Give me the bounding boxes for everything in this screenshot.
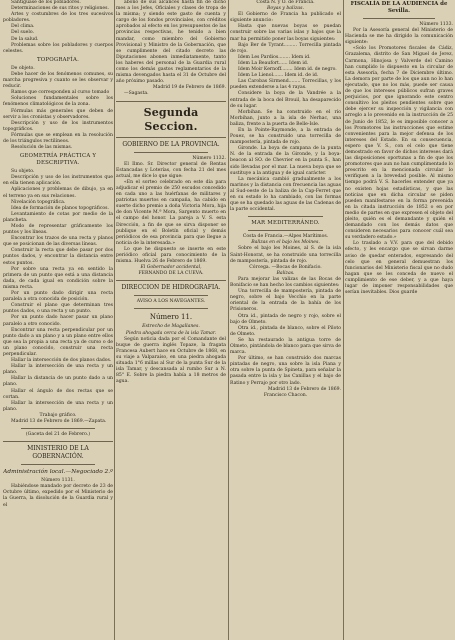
- date-signature: Madrid 13 de Febrero de 1869.—Zapata.: [11, 419, 107, 424]
- text-line: Debe hacer de los fenómenos comunes, su marcha progresiva y cuanto se les observar y reducir.: [3, 71, 113, 90]
- paragraph: Para mejorar las valizas de las Bocas de Bonifacio se han hecho los cambios siguientes:: [230, 276, 341, 289]
- column-divider: [114, 0, 115, 640]
- text-line: Hallar el ángulo de dos rectas que se cortan.: [3, 388, 113, 400]
- ministerio-heading: MINISTERIO DE LA GOBERNACIÓN.: [27, 445, 89, 461]
- text-line: Hallar la intersección de una recta y un plano.: [3, 364, 113, 376]
- text-line: Aplicaciones y problemas de dibujo, ya en el terreno ya en sus relaciones.: [3, 187, 113, 199]
- gobierno-heading: GOBIERNO DE LA PROVINCIA.: [122, 140, 220, 148]
- costa-heading: Costa N. y O. de Francia.: [256, 0, 315, 5]
- paragraph: Morbihan. Se ha construido en el río Morbihan, junto a la isla de Nerhac, una baliza, frente a la puerta de Belle-Isle.: [230, 109, 341, 127]
- numero-heading: Número 11.: [149, 313, 193, 322]
- paragraph: Hasta que nuevas boyas se puedan construir sobre las varias islas y bajos que la mar ha permitido poner las boyas siguientes:: [230, 24, 341, 42]
- paragraph: Lo que he dispuesto se inserte en este periódico oficial para conocimiento de la misma. Huelva 26 de Febrero de 1869.: [116, 246, 226, 265]
- paragraph: Lo traslado a V.V. para que del debido efecto, y les encargo que se sirvan darme aviso de quedar enterados, expresando del celo que en general demuestran los funcionarios del Ministerio fiscal que no dudo hagan que se les conceda de nuevo el cumplimiento de ese deber, y a que haya lugar de imponer responsabilidades que serían inevitables. Dios guarde: [345, 241, 453, 296]
- text-line: Del suelo.: [11, 30, 34, 36]
- text-line: Hallar la intersección de dos planos dados.: [11, 358, 112, 364]
- estrecho-heading: Estrecho de Magallanes.: [142, 324, 200, 330]
- text-line: Fórmulas que se emplean en la resolución de los triángulos rectilíneos.: [3, 132, 113, 144]
- text-line: Por sobre una recta ya en sentido la primera de un punto que está a una distancia dada, de cada igual en condición sobre la misma recta.: [3, 266, 113, 290]
- text-line: Santiguase de los pobladores.: [11, 0, 81, 5]
- signature-title: El Gobernador accidental,: [140, 265, 202, 271]
- text-line: Soluciones fundamentales sobre los fenómenos climatológicos de la zona.: [3, 96, 113, 108]
- paragraph: Por la Asesoría general del Ministerio de Hacienda se me ha dirigido la comunicación siguiente:: [345, 28, 453, 46]
- text-line: Problemas sobre los pobladores y cuerpos celestes.: [3, 42, 113, 54]
- column-divider: [343, 0, 344, 640]
- text-line: Fórmulas más generales que deben de servir a los cronistas y observadores.: [3, 108, 113, 120]
- date-line: Madrid 13 de Febrero de 1869.: [267, 386, 341, 392]
- section-rule: [248, 216, 323, 217]
- section-rule: [21, 464, 95, 465]
- paragraph: La mecánica cambió gradualmente a los marinos y la distancia con frecuencia las aguas al Sud-oeste de la baliza de la Cap-Ferret que en su estado lo ha cambiado, con las formas que se ha quedado las aguas de las Cadenas de la parte occidental.: [230, 176, 341, 213]
- section-rule: [116, 280, 226, 281]
- admin-heading: Administración local.—Negociado 2.º: [3, 469, 113, 476]
- list-item: Las Carobas Sirmend........ Torrecillas, y los pueden extenderse a las 4 rayas.: [230, 79, 341, 91]
- text-line: Su objeto.: [11, 169, 35, 175]
- paragraph: Otra id., pintada de negro y rojo, sobre el bajo de Olmeto.: [230, 313, 341, 325]
- text-line: Descripción y uso de los instrumentos que en ella tienen aplicación.: [3, 175, 113, 187]
- text-line: Levantamiento de cotas por medio de la plancheta.: [3, 211, 113, 223]
- paragraph: Según noticia dada por el Comandante del buque de guerra inglés Topaze, la fragata Francesa Aubert hace en Octubre de 1868, en su viaje a Valparaíso, en una piedra ahogada situada 1°6 millas al Sur de la punta Sur de la isla Tamar, y descansada al rumbo Sur a N. 85° E. Sobre la piedra había a 18 metros de agua.: [116, 336, 226, 385]
- topografia-heading: TOPOGRAFÍA.: [37, 56, 79, 63]
- column-3: [230, 0, 341, 640]
- column-2: [116, 0, 226, 640]
- paragraph: abono de sus alcances hasta fin de dicho mes a los Jefes, Oficiales y clases de tropa de la misma; y siendo este gasto de cuenta y cargo de los fondos provinciales, con créditos aprobados al efecto en los presupuestos de las provincias respectivas, he tenido a bien mandar, como miembro del Gobierno Provisional y Ministro de la Gobernación, que se cumplimente del citado decreto las Diputaciones abonen inmediatamente, tanto los haberes del personal de la Guardia rural como los demás gastos reglamentarios de la misma devengados hasta el 31 de Octubre del año próximo pasado.: [116, 0, 226, 85]
- paragraph: El Gobierno de Francia ha publicado el siguiente anuncio:: [230, 12, 341, 24]
- list-item: Idem Les Pardios........ Idem id.: [238, 54, 311, 60]
- paragraph: «Solo los Promotores fiscales de Cádiz, Grazalema, distrito de San Miguel de Jerez, Carmona, Hinojosa y Valverde del Camino han cumplido lo dispuesto en la circular de esta Asesoría, fecha 7 de Diciembre último. La demora por parte de los que aun no lo han ejecutado, que no los más, puede ser causa de que los intereses públicos sufran graves perjuicios, por que ignorando este centro consultivo los pleitos pendientes sobre que debe ejercer su inspección y vigilancia con arreglo a lo prevenido en la instrucción de 25 de Junio de 1852, le es imposible conocer a los Promotores las instrucciones que estime convenientes para la mejor defensa de los intereses del Estado. En su consecuencia, espero que V. S., con el celo que tiene demostrado en favor de dichos intereses dará las disposiciones oportunas a fin de que los promotores que aun no han cumplimentado lo prescrito en la mencionada circular lo verifiquen a la brevedad posible. Al mismo tiempo podrá V. S. hacerles entender que ya no existen hojas estadísticas, y que las noticias que en dicha circular se piden pueden manifestarse en la forma prevenida en la citada instrucción de 1852 o en por medio de partes en que expresen el objeto del pleito, quién es el demandante y quién el demandado con los demás datos que consideren necesarios para conocer cuál sea su verdadero estado.»: [345, 46, 453, 241]
- text-line: Por un punto dado dirigir una recta paralela a otra conocida de posición.: [3, 291, 113, 303]
- numero-label: Número 1132.: [192, 155, 226, 161]
- c1-top-lines: [3, 0, 113, 55]
- column-1: [3, 0, 113, 640]
- signature: —Sagasta.: [124, 91, 149, 97]
- text-line: Ramos que corresponden al curso tomado: [11, 90, 110, 96]
- boyas-list: [230, 43, 341, 92]
- paragraph: Otra id., pintada de blanco, sobre el Piloto de Olmeto.: [230, 325, 341, 337]
- paragraph: Una torrecilla de mampostería, pintada de negro, sobre el bajo Vecchio en la parte oriental de la entrada de la bahía de los Prisioneros.: [230, 289, 341, 313]
- text-line: Artes y costumbres de los tres sucesivos pobladores.: [3, 12, 113, 24]
- balizas-lles-heading: Balizas en el bajo les Moines.: [251, 240, 320, 246]
- text-line: De objeto.: [11, 65, 35, 71]
- list-item: Idem La Beaufort...... Idem id.: [238, 60, 309, 66]
- numero-label: Número 1133.: [419, 22, 453, 27]
- balizas-heading: Balizas.: [276, 270, 295, 276]
- text-line: Encontrar los trazos de una recta y planos que se posicionan de las diversas líneas.: [3, 236, 113, 248]
- column-divider: [228, 0, 229, 640]
- paragraph: Habiéndose mandado por decreto de 23 de Octubre último, expedido por el Ministerio de la Guerra, la disolución de la Guardia rural y el: [3, 484, 113, 508]
- c1-geo-lines: [3, 169, 113, 413]
- text-line: Construir el plano que determinan tres puntos dados, o una recta y un punto.: [3, 303, 113, 315]
- text-line: Del clima.: [11, 24, 35, 30]
- fiscalia-heading: FISCALÍA DE LA AUDIENCIA de Sevilla.: [350, 1, 448, 14]
- column-4: [345, 0, 453, 640]
- text-line: Nivelación topográfica.: [11, 199, 66, 205]
- trabajo-line: Trabajo gráfico.: [39, 412, 77, 418]
- text-line: Determinaciones de sus ritos y religiones.: [11, 6, 109, 12]
- text-line: Construir la recta que debe pasar por dos puntos dados, y encontrar la distancia entre estos puntos.: [3, 248, 113, 266]
- paragraph: Considere la boya de la Vandrée a la entrada de la boca del Brouil, ha desaparecido de su lugar.: [230, 91, 341, 109]
- section-rule: [134, 295, 208, 296]
- gaceta-ref: (Gaceta del 21 de Febrero.): [25, 432, 91, 438]
- text-line: Hallar la distancia de un punto dado a un plano.: [3, 376, 113, 388]
- piedra-heading: Piedra ahogada cerca de la isla Tamar.: [125, 330, 217, 336]
- date-line: Madrid 19 de Febrero de 1869.: [152, 85, 226, 91]
- section-rule: [248, 230, 323, 231]
- mar-heading: MAR MEDITERRÁNEO.: [251, 220, 320, 227]
- list-item: Idem Le Lienol....... Idem id. de id.: [238, 73, 319, 79]
- text-line: De la salud.: [11, 36, 39, 42]
- geometria-heading: GEOMETRÍA PRÁCTICA Y DESCRIPTIVA.: [19, 153, 97, 167]
- segunda-seccion-heading: Segunda Seccion.: [143, 105, 199, 133]
- paragraph: Gironde. La boya de campana de la punta N. de la entrada de la Gironde, y la boya-beacon al SO. de Chevrier en la punta S., han sido llevadas por el mar. La nueva boya que se sustituye a la antigua y de igual carácter.: [230, 146, 341, 176]
- signature-name: FERNANDO DE LA CUEVA.: [138, 271, 204, 277]
- list-item: Bajo Ber de Tyrant......... Torrecilla pintada de rojo.: [230, 42, 341, 54]
- section-rule: [116, 137, 226, 138]
- costa-francia-heading: Costa de Francia.—Alpes Marítimos.: [242, 234, 329, 240]
- section-rule: [134, 308, 208, 309]
- corcega-heading: Córcega. —Bocas de Bonifacio.: [249, 264, 322, 270]
- text-line: Encontrar una recta perpendicular por un punto dado a un plano y a un plano entre ellos que sea la propia a una recta ya de curso o de un plano conocido, construir una recta perpendicular.: [3, 327, 113, 357]
- text-line: Descripción y uso de los instrumentos topográficos.: [3, 120, 113, 132]
- numero-label: Número 1131.: [41, 478, 75, 484]
- text-line: Resolución de las mismas.: [11, 145, 73, 151]
- paragraph: El Ilmo. Sr. Director general de Rentas Estancadas y Loterías, con fecha 21 del mes actual, me dice lo que sigue:: [116, 161, 226, 179]
- paragraph: «En el sorteo celebrado en este día para adjudicar el premio de 250 escudos concedido en cada uno a las huérfanas de militares y patriotas muertos en campaña, ha cabido en suerte dicho premio a doña Victoria Mora, hija de don Vicente M.ª Mora, Sargento muerto en el campo del honor. La pareja a V. S. esta Dirección, a fin de que se sirva disponer se publique en el Boletín oficial y demás periódicos de esa provincia para que llegue a noticia de la interesada.»: [116, 179, 226, 246]
- paragraph: En la Pointe-Raymonde, a la entrada de Pouez, se ha construido una torrecilla de mampostería, pintada de rojo.: [230, 127, 341, 146]
- section-rule: [363, 18, 435, 19]
- section-rule: [21, 428, 95, 429]
- text-line: Por un punto dado hacer pasar un plano paralelo a otro conocido.: [3, 315, 113, 327]
- c1-topo-lines: [3, 66, 113, 151]
- paragraph: Sobre el bajo les Moines, al S. de la isla Saint-Honorat, se ha construido una torrecilla de mampostería, pintada de rojo.: [230, 246, 341, 264]
- section-rule: [134, 152, 208, 153]
- boyas-heading: Boyas y balizas.: [267, 6, 304, 12]
- text-line: Modo de representar gráficamente los puntos y los líneas.: [3, 224, 113, 236]
- text-line: Hallar la intersección de una recta y un plano.: [3, 400, 113, 412]
- section-rule: [3, 441, 113, 442]
- paragraph: Por último, se han construido dos marcas pintadas de negro, una sobre la isla Piana y otra sobre la punta de Spineta, para señalar la pasada entre la isla y las Canillas y el bajo de Ratino y Perrajo por otro lado.: [230, 356, 341, 386]
- section-rule: [116, 101, 226, 102]
- list-item: Idem Moir Kernoff........ Idem id. de negro.: [238, 67, 337, 73]
- aviso-heading: AVISO A LOS NAVEGANTES.: [136, 299, 206, 305]
- text-line: Idea de formación de planos topográficos.: [11, 205, 109, 211]
- paragraph: Se ha restaurado la antigua torre de Olmeto, pintándola de blanco para que sirva de marca.: [230, 337, 341, 356]
- signature: Francisco Chacon.: [263, 392, 308, 398]
- hidrografia-heading: DIRECCION DE HIDROGRAFIA.: [121, 284, 221, 292]
